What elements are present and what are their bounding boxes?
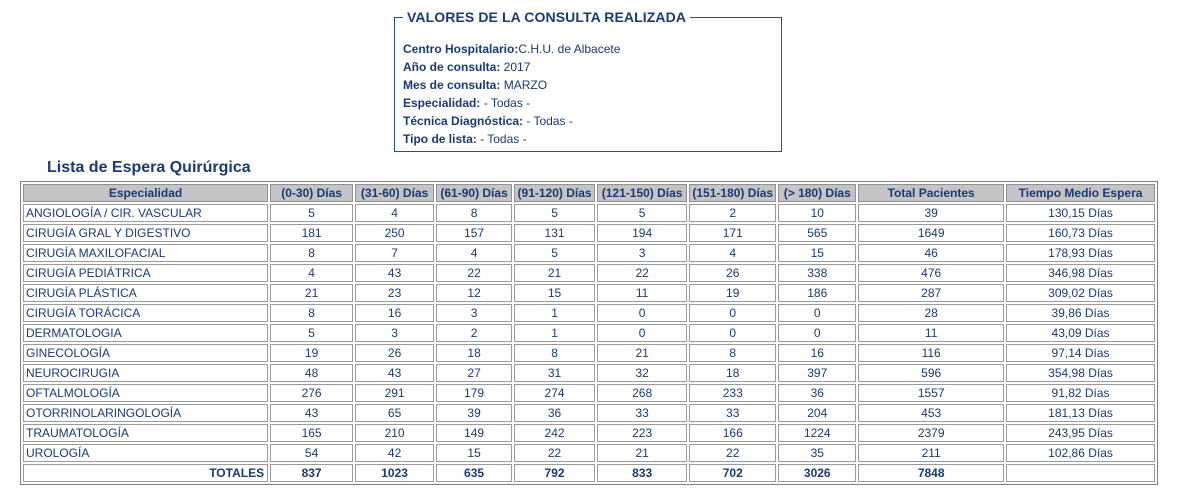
column-header: (91-120) Días xyxy=(514,184,595,202)
totals-row xyxy=(23,464,1155,482)
table-cell: 268 xyxy=(597,384,687,402)
query-values-box xyxy=(394,9,782,152)
table-cell: 26 xyxy=(689,264,776,282)
table-cell: 179 xyxy=(436,384,512,402)
table-cell: 43 xyxy=(270,404,353,422)
table-cell: 596 xyxy=(858,364,1004,382)
table-cell: 397 xyxy=(778,364,856,382)
table-cell: 346,98 Días xyxy=(1006,264,1155,282)
table-cell: 130,15 Días xyxy=(1006,204,1155,222)
query-field-value: - Todas - xyxy=(480,96,531,110)
table-row xyxy=(23,304,1155,322)
table-cell: 8 xyxy=(689,344,776,362)
table-cell: 27 xyxy=(436,364,512,382)
query-field-year xyxy=(403,58,620,76)
table-cell: 22 xyxy=(597,264,687,282)
table-cell: 15 xyxy=(514,284,595,302)
table-cell: 2 xyxy=(436,324,512,342)
table-cell: 186 xyxy=(778,284,856,302)
table-cell: 2379 xyxy=(858,424,1004,442)
table-cell: 48 xyxy=(270,364,353,382)
query-field-label: Tipo de lista: xyxy=(403,132,477,146)
table-cell: 11 xyxy=(597,284,687,302)
table-cell: 165 xyxy=(270,424,353,442)
query-field-month xyxy=(403,76,620,94)
column-header: Especialidad xyxy=(23,184,268,202)
table-cell: 43 xyxy=(355,364,434,382)
table-row xyxy=(23,344,1155,362)
table-row xyxy=(23,324,1155,342)
table-cell: 211 xyxy=(858,444,1004,462)
table-cell: 338 xyxy=(778,264,856,282)
table-cell: 22 xyxy=(514,444,595,462)
table-cell: 250 xyxy=(355,224,434,242)
table-cell: 39 xyxy=(858,204,1004,222)
table-cell: 31 xyxy=(514,364,595,382)
totals-label: TOTALES xyxy=(23,464,268,482)
table-cell: 160,73 Días xyxy=(1006,224,1155,242)
query-field-hospital xyxy=(403,40,620,58)
table-cell: 8 xyxy=(514,344,595,362)
table-cell: 32 xyxy=(597,364,687,382)
table-cell: 0 xyxy=(597,324,687,342)
table-cell: 65 xyxy=(355,404,434,422)
specialty-cell: GINECOLOGÍA xyxy=(23,344,268,362)
table-cell: 354,98 Días xyxy=(1006,364,1155,382)
table-row xyxy=(23,204,1155,222)
table-cell: 33 xyxy=(597,404,687,422)
table-cell: 97,14 Días xyxy=(1006,344,1155,362)
table-cell: 2 xyxy=(689,204,776,222)
query-field-label: Año de consulta: xyxy=(403,60,501,74)
table-cell: 5 xyxy=(514,244,595,262)
table-cell: 476 xyxy=(858,264,1004,282)
table-cell: 8 xyxy=(270,304,353,322)
table-cell: 1 xyxy=(514,324,595,342)
table-cell: 166 xyxy=(689,424,776,442)
table-cell: 42 xyxy=(355,444,434,462)
table-cell: 21 xyxy=(514,264,595,282)
query-field-label: Mes de consulta: xyxy=(403,78,501,92)
specialty-cell: CIRUGÍA PEDIÁTRICA xyxy=(23,264,268,282)
query-field-label: Centro Hospitalario: xyxy=(403,42,519,56)
table-cell: 15 xyxy=(778,244,856,262)
table-cell: 5 xyxy=(270,324,353,342)
table-cell: 36 xyxy=(514,404,595,422)
totals-cell: 3026 xyxy=(778,464,856,482)
query-field-value: - Todas - xyxy=(476,132,527,146)
table-cell: 309,02 Días xyxy=(1006,284,1155,302)
table-cell: 276 xyxy=(270,384,353,402)
table-cell: 23 xyxy=(355,284,434,302)
table-cell: 3 xyxy=(355,324,434,342)
table-cell: 0 xyxy=(597,304,687,322)
table-cell: 11 xyxy=(858,324,1004,342)
query-field-label: Especialidad: xyxy=(403,96,481,110)
table-cell: 39 xyxy=(436,404,512,422)
table-cell: 243,95 Días xyxy=(1006,424,1155,442)
table-row xyxy=(23,284,1155,302)
table-cell: 21 xyxy=(597,444,687,462)
table-cell: 4 xyxy=(355,204,434,222)
column-header: Total Pacientes xyxy=(858,184,1004,202)
table-cell: 3 xyxy=(597,244,687,262)
table-cell: 36 xyxy=(778,384,856,402)
table-cell: 21 xyxy=(270,284,353,302)
table-cell: 28 xyxy=(858,304,1004,322)
specialty-cell: CIRUGÍA MAXILOFACIAL xyxy=(23,244,268,262)
totals-cell: 635 xyxy=(436,464,512,482)
table-cell: 5 xyxy=(270,204,353,222)
table-cell: 204 xyxy=(778,404,856,422)
table-cell: 453 xyxy=(858,404,1004,422)
totals-cell: 7848 xyxy=(858,464,1004,482)
table-row xyxy=(23,264,1155,282)
table-body xyxy=(23,204,1155,482)
query-field-value: C.H.U. de Albacete xyxy=(518,42,621,56)
table-cell: 291 xyxy=(355,384,434,402)
table-cell: 26 xyxy=(355,344,434,362)
table-cell: 242 xyxy=(514,424,595,442)
specialty-cell: CIRUGÍA GRAL Y DIGESTIVO xyxy=(23,224,268,242)
specialty-cell: CIRUGÍA PLÁSTICA xyxy=(23,284,268,302)
table-cell: 22 xyxy=(689,444,776,462)
waiting-list-table-wrapper xyxy=(20,181,1158,485)
table-cell: 210 xyxy=(355,424,434,442)
table-cell: 91,82 Días xyxy=(1006,384,1155,402)
column-header: (0-30) Días xyxy=(270,184,353,202)
table-cell: 39,86 Días xyxy=(1006,304,1155,322)
table-cell: 194 xyxy=(597,224,687,242)
table-cell: 233 xyxy=(689,384,776,402)
specialty-cell: OTORRINOLARINGOLOGÍA xyxy=(23,404,268,422)
column-header: (121-150) Días xyxy=(597,184,687,202)
table-cell: 287 xyxy=(858,284,1004,302)
totals-cell: 1023 xyxy=(355,464,434,482)
column-header: (31-60) Días xyxy=(355,184,434,202)
query-field-value: MARZO xyxy=(500,78,548,92)
specialty-cell: ANGIOLOGÍA / CIR. VASCULAR xyxy=(23,204,268,222)
column-header: (61-90) Días xyxy=(436,184,512,202)
table-cell: 116 xyxy=(858,344,1004,362)
query-values-title: VALORES DE LA CONSULTA REALIZADA xyxy=(403,9,690,25)
table-cell: 1224 xyxy=(778,424,856,442)
query-field-specialty xyxy=(403,94,620,112)
specialty-cell: TRAUMATOLOGÍA xyxy=(23,424,268,442)
table-row xyxy=(23,444,1155,462)
table-cell: 149 xyxy=(436,424,512,442)
table-row xyxy=(23,364,1155,382)
totals-cell: 837 xyxy=(270,464,353,482)
table-cell: 19 xyxy=(270,344,353,362)
table-cell: 16 xyxy=(355,304,434,322)
table-cell: 181,13 Días xyxy=(1006,404,1155,422)
table-cell: 54 xyxy=(270,444,353,462)
table-cell: 0 xyxy=(689,324,776,342)
table-cell: 102,86 Días xyxy=(1006,444,1155,462)
table-cell: 131 xyxy=(514,224,595,242)
table-cell: 21 xyxy=(597,344,687,362)
query-field-list-type xyxy=(403,130,620,148)
totals-cell: 702 xyxy=(689,464,776,482)
query-field-value: - Todas - xyxy=(523,114,573,128)
table-cell: 8 xyxy=(270,244,353,262)
table-cell: 0 xyxy=(778,304,856,322)
table-cell: 22 xyxy=(436,264,512,282)
table-header-row xyxy=(23,184,1155,202)
table-cell: 0 xyxy=(778,324,856,342)
table-cell: 178,93 Días xyxy=(1006,244,1155,262)
section-title: Lista de Espera Quirúrgica xyxy=(47,159,251,176)
table-cell: 7 xyxy=(355,244,434,262)
table-cell: 3 xyxy=(436,304,512,322)
table-cell: 565 xyxy=(778,224,856,242)
query-field-label: Técnica Diagnóstica: xyxy=(403,114,524,128)
table-cell: 274 xyxy=(514,384,595,402)
table-cell: 1649 xyxy=(858,224,1004,242)
table-row xyxy=(23,384,1155,402)
table-cell: 18 xyxy=(436,344,512,362)
table-cell: 4 xyxy=(436,244,512,262)
column-header: (> 180) Días xyxy=(778,184,856,202)
table-cell: 1557 xyxy=(858,384,1004,402)
table-cell: 223 xyxy=(597,424,687,442)
table-cell: 1 xyxy=(514,304,595,322)
totals-cell: 792 xyxy=(514,464,595,482)
query-field-value: 2017 xyxy=(500,60,531,74)
table-cell: 4 xyxy=(689,244,776,262)
table-cell: 43 xyxy=(355,264,434,282)
table-cell: 12 xyxy=(436,284,512,302)
table-cell: 10 xyxy=(778,204,856,222)
table-row xyxy=(23,244,1155,262)
specialty-cell: OFTALMOLOGÍA xyxy=(23,384,268,402)
specialty-cell: NEUROCIRUGIA xyxy=(23,364,268,382)
table-row xyxy=(23,424,1155,442)
table-cell: 4 xyxy=(270,264,353,282)
table-cell: 33 xyxy=(689,404,776,422)
specialty-cell: DERMATOLOGIA xyxy=(23,324,268,342)
table-cell: 181 xyxy=(270,224,353,242)
table-cell: 5 xyxy=(514,204,595,222)
table-cell: 16 xyxy=(778,344,856,362)
table-cell: 5 xyxy=(597,204,687,222)
column-header: (151-180) Días xyxy=(689,184,776,202)
table-row xyxy=(23,404,1155,422)
table-cell: 8 xyxy=(436,204,512,222)
specialty-cell: UROLOGÍA xyxy=(23,444,268,462)
specialty-cell: CIRUGÍA TORÁCICA xyxy=(23,304,268,322)
table-cell: 15 xyxy=(436,444,512,462)
table-cell: 171 xyxy=(689,224,776,242)
query-field-technique xyxy=(403,112,620,130)
table-cell: 18 xyxy=(689,364,776,382)
table-cell: 35 xyxy=(778,444,856,462)
table-cell: 157 xyxy=(436,224,512,242)
query-values-list xyxy=(403,40,620,148)
column-header: Tiempo Medio Espera xyxy=(1006,184,1155,202)
table-cell: 0 xyxy=(689,304,776,322)
totals-cell: 833 xyxy=(597,464,687,482)
table-row xyxy=(23,224,1155,242)
waiting-list-table xyxy=(20,181,1158,485)
table-cell: 46 xyxy=(858,244,1004,262)
table-cell: 19 xyxy=(689,284,776,302)
table-cell: 43,09 Días xyxy=(1006,324,1155,342)
totals-cell xyxy=(1006,464,1155,482)
